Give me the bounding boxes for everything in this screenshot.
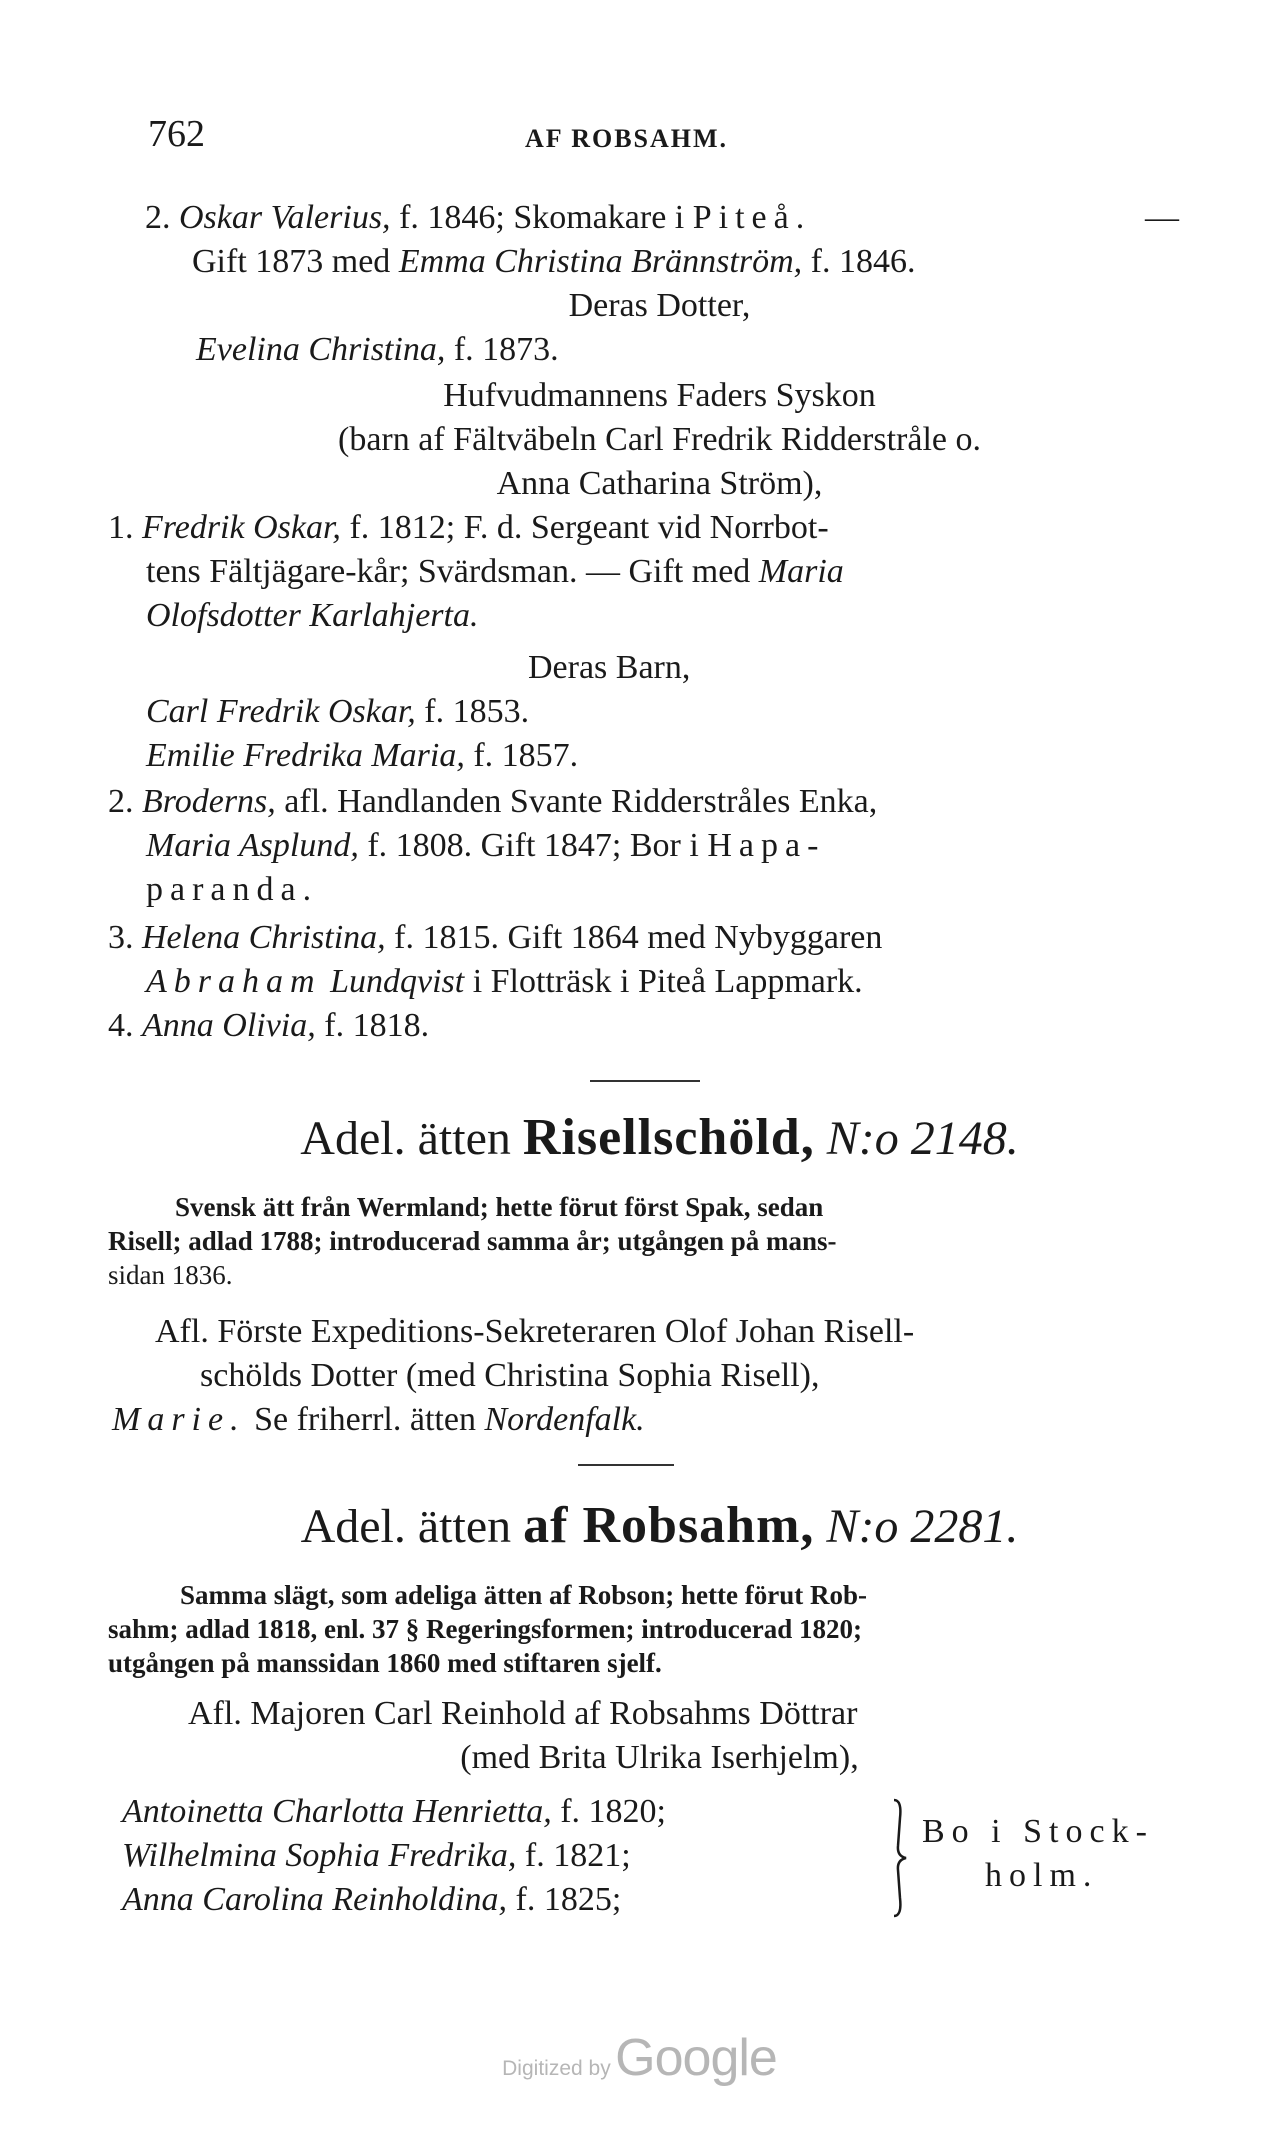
entry-helena-line2: Abraham Lundqvist i Flotträsk i Piteå Lappmark. [146,963,863,1000]
entry-evelina: Evelina Christina, f. 1873. [196,331,559,368]
entry-broderns: 2. Broderns, afl. Handlanden Svante Ridderstråles Enka, [108,783,878,820]
description-line: Svensk ätt från Wermland; hette förut först Spak, sedan [175,1192,824,1222]
curly-brace-icon [888,1798,910,1918]
description-line: sahm; adlad 1818, enl. 37 § Regeringsformen; introducerad 1820; [108,1614,862,1644]
description-line: sidan 1836. [108,1260,233,1290]
family-heading-robsahm: Adel. ätten af Robsahm, N:o 2281. [300,1497,1019,1554]
paragraph-line: (med Brita Ulrika Iserhjelm), [460,1739,859,1776]
description-line: Samma slägt, som adeliga ätten af Robson; hette förut Rob- [180,1580,867,1610]
description-line: utgången på manssidan 1860 med stiftaren sjelf. [108,1648,662,1678]
heading-parents: (barn af Fältväbeln Carl Fredrik Ridderstråle o. [338,421,981,458]
marriage-line: Gift 1873 med Emma Christina Brännström, f. 1846. [192,243,916,280]
subheading-deras-barn: Deras Barn, [528,649,691,686]
heading-faders-syskon: Hufvudmannens Faders Syskon [443,377,876,414]
paragraph-line: schölds Dotter (med Christina Sophia Risell), [200,1357,820,1394]
entry-broderns-line3: paranda. [146,871,319,908]
entry-oskar-valerius: 2. Oskar Valerius, f. 1846; Skomakare i Piteå. — [145,199,1179,236]
residence-line: holm. [985,1857,1099,1894]
description-line: Risell; adlad 1788; introducerad samma år; utgången på mans- [108,1226,837,1256]
paragraph-line: Marie. Se friherrl. ätten Nordenfalk. [112,1401,645,1438]
paragraph-line: Afl. Majoren Carl Reinhold af Robsahms Döttrar [188,1695,858,1732]
entry-broderns-line2: Maria Asplund, f. 1808. Gift 1847; Bor i Hapa- [146,827,826,864]
entry-emilie: Emilie Fredrika Maria, f. 1857. [146,737,579,774]
page-number: 762 [148,113,205,155]
entry-helena: 3. Helena Christina, f. 1815. Gift 1864 med Nybyggaren [108,919,883,956]
entry-carl-fredrik-oskar: Carl Fredrik Oskar, f. 1853. [146,693,530,730]
daughter-entry: Antoinetta Charlotta Henrietta, f. 1820; [122,1793,666,1830]
residence-line: Bo i Stock- [922,1813,1154,1850]
daughter-entry: Wilhelmina Sophia Fredrika, f. 1821; [122,1837,631,1874]
entry-anna-olivia: 4. Anna Olivia, f. 1818. [108,1007,430,1044]
subheading-deras-dotter: Deras Dotter, [568,287,751,324]
family-heading-risellschold: Adel. ätten Risellschöld, N:o 2148. [300,1109,1019,1166]
entry-fredrik-oskar-line2: tens Fältjägare-kår; Svärdsman. — Gift med Maria [146,553,844,590]
running-head: AF ROBSAHM. [525,124,729,153]
heading-mother: Anna Catharina Ström), [496,465,823,502]
divider [578,1464,674,1466]
entry-fredrik-oskar-line3: Olofsdotter Karlahjerta. [146,597,479,634]
digitized-by-google-watermark: Digitized by Google [502,2029,777,2087]
daughter-entry: Anna Carolina Reinholdina, f. 1825; [122,1881,622,1918]
entry-fredrik-oskar: 1. Fredrik Oskar, f. 1812; F. d. Sergeant vid Norrbot- [108,509,829,546]
divider [590,1080,700,1082]
paragraph-line: Afl. Förste Expeditions-Sekreteraren Olof Johan Risell- [155,1313,915,1350]
